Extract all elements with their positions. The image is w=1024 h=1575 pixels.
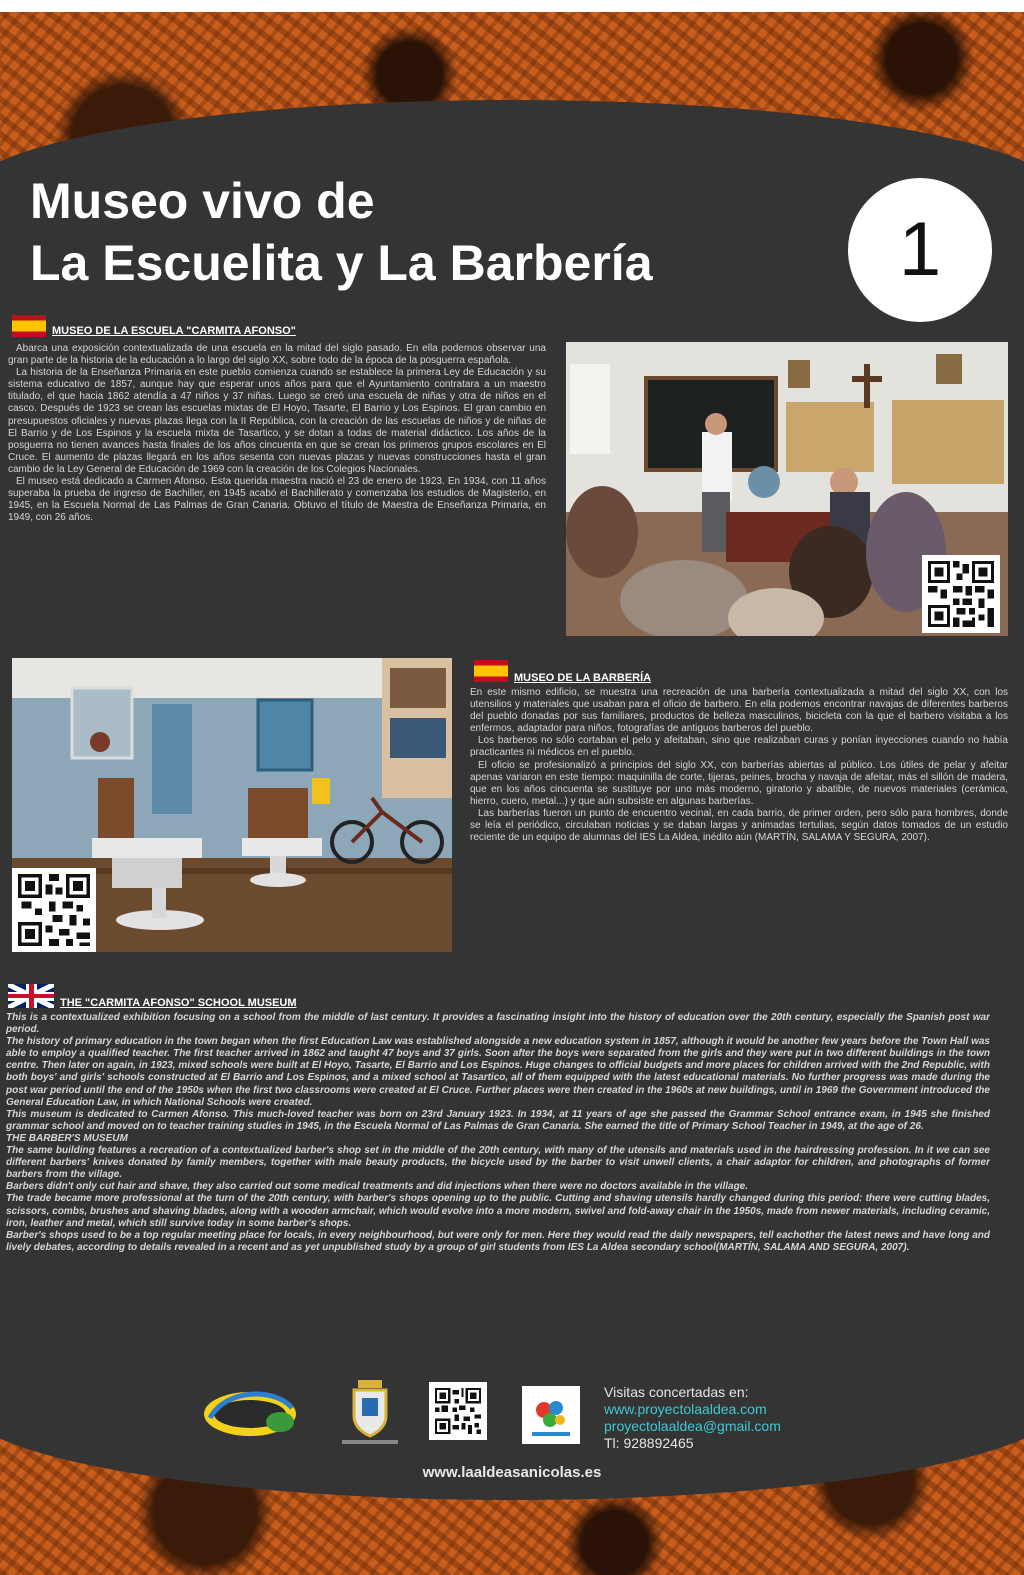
school-paragraph: El museo está dedicado a Carmen Afonso. Esta querida maestra nació el 23 de enero de 1923. En 1934, con 11 años superaba la prueba de ingreso de Bachiller, en 1945 acabó el Bachillerato y comenzaba los estudios de Magisterio, en 1945, en la Escuela Normal de Las Palmas de Gran Canaria. Obtuvo el título de Maestra de Enseñanza Primaria, en 1949, con 26 años. (8, 476, 546, 524)
english-paragraph: The history of primary education in the town began when the first Education Law was established alongside a new education system in 1857, although it would be another few years before the Town Hall was able to employ a qualified teacher. The first teacher arrived in 1862 and taught 47 boys and 37 girls. Soon after the boys were separated from the girls and they were put in two different buildings in the town centre. Then later on again, in 1923, mixed schools were built at El Hoyo, Tasarte, El Barrio and Los Espinos. Huge changes to official budgets and more places for children arrived with the 2nd Republic, with both boys' and girls' schools constructed at El Barrio and Los Espinos, and a mixed school at Tasartico, all of them equipped with the latest educational materials. No further progress was made during the post war period until the end of the 1950s when the first two classrooms were created at El Cruce. Further places were then created in the 1960s at new buildings, until in 1969 the Government introduced the General Education Law, in which National Schools were created. (6, 1036, 990, 1108)
proyecto-la-aldea-logo[interactable] (196, 1378, 296, 1444)
school-paragraph: Abarca una exposición contextualizada de una escuela en la mitad del siglo pasado. En ella podemos observar una gran parte de la historia de la educación a lo largo del siglo XX, sobre todo de la época de la posguerra española. (8, 343, 546, 367)
barber-paragraph: Los barberos no sólo cortaban el pelo y afeitaban, sino que realizaban curas y ponían inyecciones cuando no había practicantes ni médicos en el pueblo. (470, 735, 1008, 759)
english-paragraph: Barber's shops used to be a top regular meeting place for locals, in every neighbourhood, but were only for men. Here they would read the daily newspapers, tell eachother the latest news and have long and lively debates, according to details revealed in a recent and as yet unpublished study by a group of girl students from IES La Aldea secondary school(MARTÍN, SALAMA AND SEGURA, 2007). (6, 1229, 990, 1253)
english-paragraph: The same building features a recreation of a contextualized barber's shop set in the middle of the 20th century, with many of the utensils and materials used in the hairdressing profession. In it we can see different barbers' knives donated by family members, together with male beauty products, the bicycle used by the barber to visit unwell clients, a chair adaptor for children, and photographs of former barbers from the village. (6, 1145, 990, 1181)
barber-paragraph: El oficio se profesionalizó a principios del siglo XX, con barberías abiertas al público. Los útiles de pelar y afeitar apenas variaron en este tiempo: maquinilla de corte, tijeras, peines, brocha y navaja de afeitar, más el sillón de madera, que en los años cincuenta se sustituye por uno más moderno, giratorio y abatible, de nuevos materiales (cerámica, hierro, cuero, metal...) y que aún subsiste en algunas barberías. (470, 759, 1008, 807)
qr-code-footer[interactable] (429, 1382, 487, 1440)
school-text (8, 343, 546, 651)
contact-email-link[interactable]: proyectolaaldea@gmail.com (604, 1418, 781, 1434)
title-line-2: La Escuelita y La Barbería (30, 235, 653, 291)
page-title (30, 170, 653, 294)
qr-code-icon (435, 1388, 481, 1434)
spain-flag-icon (12, 315, 46, 337)
uk-flag-icon (8, 984, 54, 1008)
la-aldea-tourism-logo[interactable] (522, 1386, 580, 1444)
barber-text (470, 687, 1008, 933)
english-paragraph: Barbers didn't only cut hair and shave, they also carried out some medical treatments and did injections when there were no doctors available in the village. (6, 1181, 749, 1193)
title-line-1: Museo vivo de (30, 173, 375, 229)
contact-block (604, 1384, 781, 1452)
contact-web-link[interactable]: www.proyectolaaldea.com (604, 1401, 767, 1417)
qr-code-barber[interactable] (12, 868, 96, 952)
english-heading: THE "CARMITA AFONSO" SCHOOL MUSEUM (60, 997, 297, 1009)
qr-code-icon (928, 561, 994, 627)
english-paragraph: This is a contextualized exhibition focusing on a school from the middle of last century. It provides a fascinating insight into the history of education over the 20th century, especially the Spanish post war period. (6, 1012, 990, 1036)
number-badge: 1 (848, 178, 992, 322)
barber-paragraph: Las barberías fueron un punto de encuentro vecinal, en cada barrio, de primer orden, pero sólo para hombres, donde se leía el periódico, circulaban noticias y se daban largas y animadas tertulias, según datos tomados de un estudio reciente de un equipo de alumnas del IES La Aldea, inédito aún (MARTÍN, SALAMA Y SEGURA, 2007). (470, 807, 1008, 844)
barber-paragraph: En este mismo edificio, se muestra una recreación de una barbería contextualizada a mitad del siglo XX, con los utensilios y materiales que usaban para el oficio de barbero. En ella podemos encontrar navajas de diferentes barberos del pueblo donadas por sus familiares, productos de belleza masculinos, bicicleta con la que el barbero visitaba a los enfermos, adaptador para niños, fotografías de antiguos barberos del pueblo. (470, 687, 1008, 735)
footer-website-link[interactable]: www.laaldeasanicolas.es (422, 1464, 602, 1481)
qr-code-icon (18, 874, 90, 946)
school-paragraph: La historia de la Enseñanza Primaria en este pueblo comienza cuando se establece la primera Ley de Educación y su sistema educativo de 1857, aunque hay que esperar unos años para que el Ayuntamiento contratara a un maestro titulado, el que hacia 1862 atendía a 47 niños y 37 niñas. Luego se creó una escuela de niñas y otra de niños en el casco. Después de 1923 se crean las escuelas mixtas de El Hoyo, Tasarte, El Barrio y Los Espinos. El gran cambio en presupuestos oficiales y nuevas plazas llega con la II República, con la creación de las escuelas de niños y de niñas de El Barrio y de Los Espinos y la escuela mixta de Tasartico, y se dotan a todas de material didáctico. Los años de la posguerra no tienen avances hasta finales de los años cincuenta en que se crean los primeros grupos escolares en El Cruce. El aumento de plazas llegará en los años sesenta con nuevas plazas y nuevas construcciones hasta el gran cambio de la Ley General de Educación de 1969 con la creación de los Colegios Nacionales. (8, 367, 546, 475)
english-text (6, 1012, 990, 1372)
spain-flag-icon (474, 660, 508, 682)
qr-code-school[interactable] (922, 555, 1000, 633)
town-hall-crest-logo[interactable] (338, 1378, 402, 1448)
school-heading: MUSEO DE LA ESCUELA "CARMITA AFONSO" (52, 325, 296, 337)
english-paragraph: THE BARBER'S MUSEUM (6, 1132, 128, 1144)
contact-label: Visitas concertadas en: (604, 1384, 749, 1400)
barber-heading: MUSEO DE LA BARBERÍA (514, 672, 652, 684)
contact-phone: Tl: 928892465 (604, 1435, 694, 1451)
english-paragraph: The trade became more professional at the turn of the 20th century, with barber's shops opening up to the public. Cutting and shaving utensils hardly changed during this period: there were cutting blades, scissors, combs, brushes and shaving blades, along with a wooden armchair, which would evolve into a more modern, swivel and fold-away chair in the 1950s, made from newer materials, including ceramic, iron, leather and metal, which still survive today in some barber's shops. (6, 1193, 990, 1229)
english-paragraph: This museum is dedicated to Carmen Afonso. This much-loved teacher was born on 23rd January 1923. In 1934, at 11 years of age she passed the Grammar School entrance exam, in 1945 she finished grammar school and moved on to teacher training studies in 1945, in the Escuela Normal of Las Palmas de Gran Canaria. She earned the title of Primary School Teacher in 1949, at the age of 26. (6, 1108, 990, 1132)
